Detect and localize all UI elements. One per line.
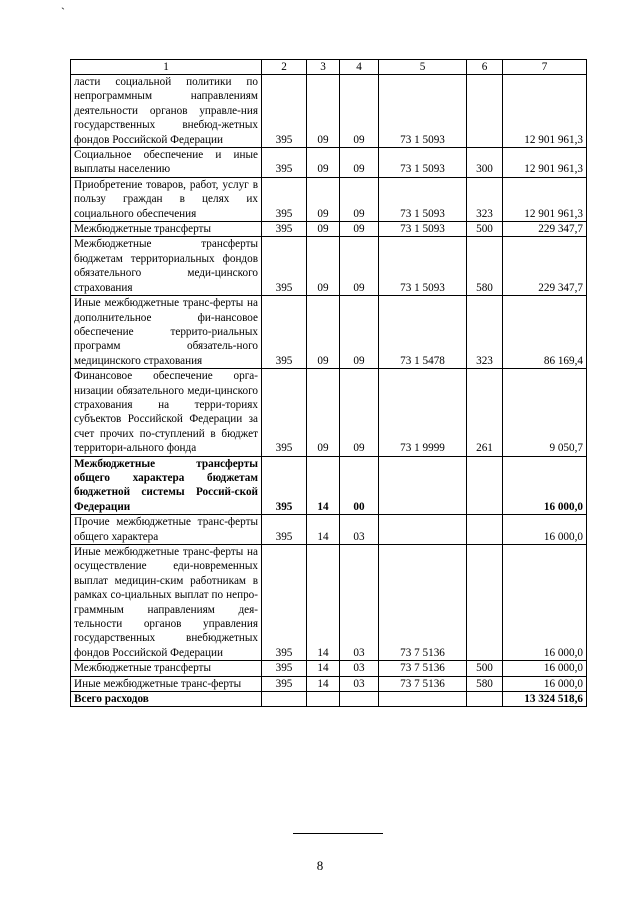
row-target-article: 73 1 5093	[379, 75, 467, 148]
total-row	[71, 692, 587, 707]
row-section-code: 09	[307, 75, 340, 148]
row-ministry-code: 395	[262, 515, 307, 545]
row-target-article: 73 1 5093	[379, 237, 467, 296]
empty-cell	[262, 692, 307, 707]
row-ministry-code: 395	[262, 222, 307, 237]
row-subsection-code: 03	[340, 676, 379, 691]
row-name: Иные межбюджетные транс-ферты	[71, 676, 262, 691]
row-ministry-code: 395	[262, 676, 307, 691]
row-subsection-code: 03	[340, 661, 379, 676]
row-name: Межбюджетные трансферты	[71, 661, 262, 676]
column-header: 2	[262, 60, 307, 75]
row-name: Межбюджетные трансферты общего характера бюджетам бюджетной системы Россий-ской Федерации	[71, 456, 262, 515]
row-expense-type: 580	[467, 237, 503, 296]
table-row	[71, 456, 587, 515]
row-target-article: 73 1 5093	[379, 222, 467, 237]
row-amount: 229 347,7	[503, 237, 587, 296]
row-expense-type: 323	[467, 296, 503, 369]
row-ministry-code: 395	[262, 177, 307, 221]
row-section-code: 14	[307, 676, 340, 691]
row-subsection-code: 09	[340, 296, 379, 369]
row-name: ласти социальной политики по непрограммным направлениям деятельности органов управле-ния государственных внебюд-жетных фондов Российской Федерации	[71, 75, 262, 148]
empty-cell	[340, 692, 379, 707]
row-expense-type	[467, 545, 503, 661]
row-name: Приобретение товаров, работ, услуг в пользу граждан в целях их социального обеспечения	[71, 177, 262, 221]
row-section-code: 14	[307, 545, 340, 661]
column-header: 1	[71, 60, 262, 75]
row-amount: 12 901 961,3	[503, 148, 587, 178]
row-subsection-code: 09	[340, 222, 379, 237]
row-subsection-code: 09	[340, 75, 379, 148]
row-amount: 16 000,0	[503, 661, 587, 676]
row-expense-type: 580	[467, 676, 503, 691]
row-target-article	[379, 515, 467, 545]
row-target-article: 73 7 5136	[379, 661, 467, 676]
empty-cell	[307, 692, 340, 707]
row-target-article: 73 1 9999	[379, 369, 467, 456]
row-expense-type: 300	[467, 148, 503, 178]
row-ministry-code: 395	[262, 75, 307, 148]
row-ministry-code: 395	[262, 296, 307, 369]
row-amount: 16 000,0	[503, 515, 587, 545]
table-row	[71, 148, 587, 178]
row-amount: 12 901 961,3	[503, 75, 587, 148]
row-subsection-code: 09	[340, 177, 379, 221]
table-row	[71, 545, 587, 661]
row-amount: 16 000,0	[503, 545, 587, 661]
row-ministry-code: 395	[262, 369, 307, 456]
row-amount: 16 000,0	[503, 676, 587, 691]
row-name: Прочие межбюджетные транс-ферты общего характера	[71, 515, 262, 545]
row-target-article: 73 1 5093	[379, 148, 467, 178]
empty-cell	[467, 692, 503, 707]
table-row	[71, 222, 587, 237]
table-row	[71, 661, 587, 676]
corner-mark: `	[61, 5, 65, 19]
total-value: 13 324 518,6	[503, 692, 587, 707]
row-subsection-code: 00	[340, 456, 379, 515]
column-header: 7	[503, 60, 587, 75]
row-subsection-code: 09	[340, 237, 379, 296]
row-name: Межбюджетные трансферты бюджетам территориальных фондов обязательного меди-цинского страхования	[71, 237, 262, 296]
row-section-code: 09	[307, 237, 340, 296]
table-row	[71, 369, 587, 456]
row-amount: 16 000,0	[503, 456, 587, 515]
expenditure-table	[70, 59, 587, 707]
total-label: Всего расходов	[71, 692, 262, 707]
row-expense-type: 500	[467, 222, 503, 237]
row-section-code: 09	[307, 177, 340, 221]
row-expense-type: 500	[467, 661, 503, 676]
row-amount: 229 347,7	[503, 222, 587, 237]
column-header: 4	[340, 60, 379, 75]
row-amount: 86 169,4	[503, 296, 587, 369]
column-header: 5	[379, 60, 467, 75]
row-section-code: 09	[307, 222, 340, 237]
row-ministry-code: 395	[262, 545, 307, 661]
row-expense-type	[467, 515, 503, 545]
row-amount: 9 050,7	[503, 369, 587, 456]
row-subsection-code: 03	[340, 515, 379, 545]
row-ministry-code: 395	[262, 237, 307, 296]
row-subsection-code: 09	[340, 148, 379, 178]
row-expense-type	[467, 456, 503, 515]
row-target-article: 73 1 5478	[379, 296, 467, 369]
row-section-code: 09	[307, 296, 340, 369]
row-section-code: 14	[307, 515, 340, 545]
row-ministry-code: 395	[262, 456, 307, 515]
row-name: Социальное обеспечение и иные выплаты населению	[71, 148, 262, 178]
column-header: 6	[467, 60, 503, 75]
row-ministry-code: 395	[262, 661, 307, 676]
row-target-article	[379, 456, 467, 515]
table-row	[71, 515, 587, 545]
empty-cell	[379, 692, 467, 707]
page-number: 8	[316, 858, 324, 873]
row-section-code: 09	[307, 148, 340, 178]
column-header: 3	[307, 60, 340, 75]
table-row	[71, 296, 587, 369]
row-subsection-code: 03	[340, 545, 379, 661]
table-row	[71, 676, 587, 691]
row-expense-type: 323	[467, 177, 503, 221]
row-ministry-code: 395	[262, 148, 307, 178]
row-expense-type: 261	[467, 369, 503, 456]
row-target-article: 73 7 5136	[379, 545, 467, 661]
table-row	[71, 75, 587, 148]
row-name: Иные межбюджетные транс-ферты на осуществление еди-новременных выплат медицин-ским работникам в рамках со-циальных выплат по непро-граммным направлениям дея-тельности органов управления государственных внебюджетных фондов Российской Федерации	[71, 545, 262, 661]
row-section-code: 14	[307, 661, 340, 676]
row-name: Иные межбюджетные транс-ферты на дополнительное фи-нансовое обеспечение террито-риальных программ обязатель-ного медицинского страхования	[71, 296, 262, 369]
row-expense-type	[467, 75, 503, 148]
footer-rule	[293, 833, 383, 834]
table-row	[71, 177, 587, 221]
row-amount: 12 901 961,3	[503, 177, 587, 221]
row-target-article: 73 1 5093	[379, 177, 467, 221]
row-name: Финансовое обеспечение орга-низации обязательного меди-цинского страхования на терри-ториях субъектов Российской Федерации за счет прочих по-ступлений в бюджет территори-ального фонда	[71, 369, 262, 456]
row-target-article: 73 7 5136	[379, 676, 467, 691]
row-name: Межбюджетные трансферты	[71, 222, 262, 237]
row-subsection-code: 09	[340, 369, 379, 456]
row-section-code: 09	[307, 369, 340, 456]
row-section-code: 14	[307, 456, 340, 515]
table-row	[71, 237, 587, 296]
header-row	[71, 60, 587, 75]
